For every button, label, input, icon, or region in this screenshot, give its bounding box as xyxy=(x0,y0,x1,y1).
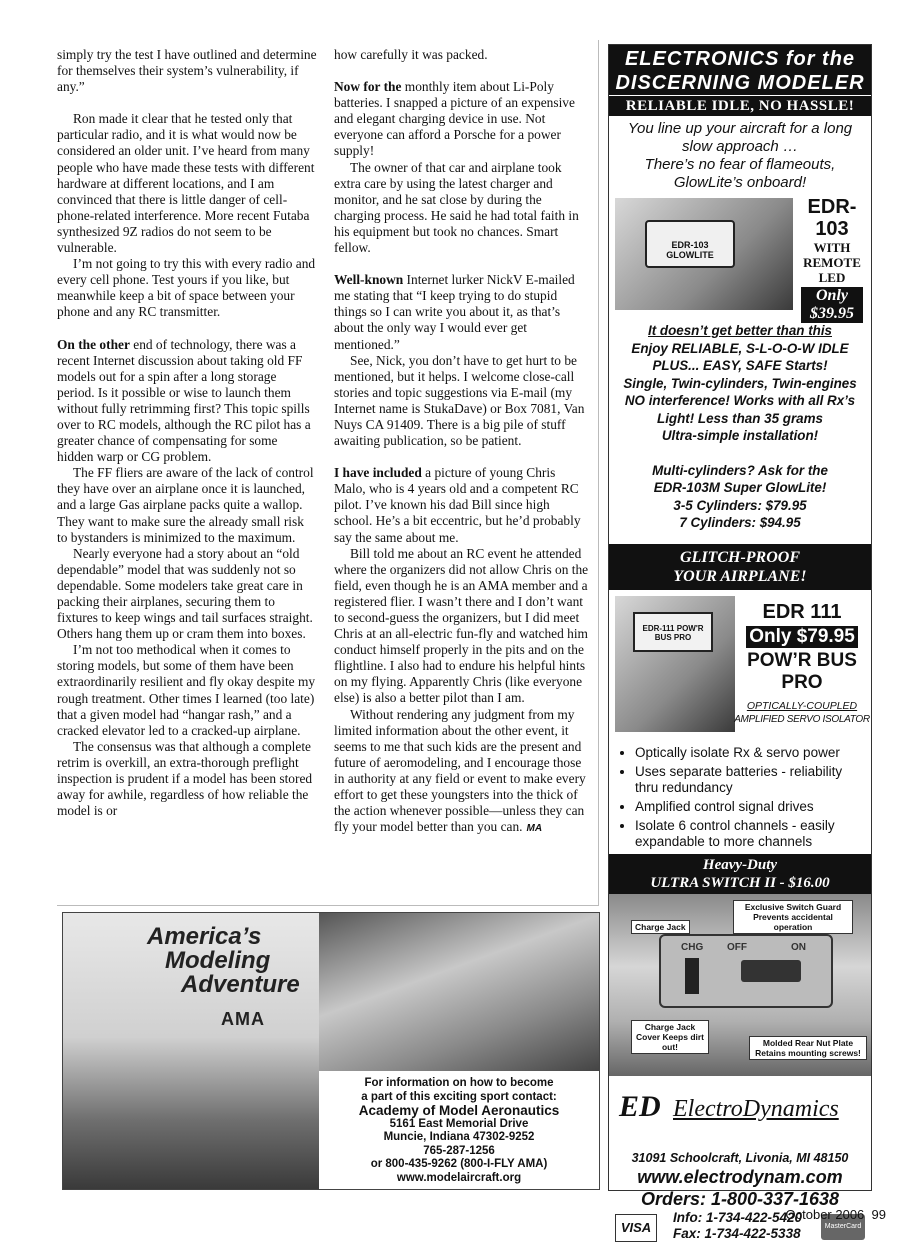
ultra-switch-photo xyxy=(609,894,871,1076)
powrbus-product xyxy=(609,590,871,742)
ama-address-line: 765-287-1256 xyxy=(423,1144,495,1157)
ama-address-line: 5161 East Memorial Drive xyxy=(389,1117,529,1130)
ama-info-line: For information on how to become xyxy=(364,1077,554,1089)
glitch-header xyxy=(609,544,871,590)
article-paragraph: The owner of that car and airplane took extra care by using the latest charger and monitor, and he sat close by during the charging process. He said he had total faith in his equipment but took no chances. Smart fellow. xyxy=(334,159,579,256)
section-lead: Now for the xyxy=(334,79,402,95)
ama-address-line: or 800-435-9262 (800-I-FLY AMA) xyxy=(370,1158,548,1170)
ama-title-line: America’s xyxy=(147,923,262,950)
glitch-line: YOUR AIRPLANE! xyxy=(673,567,807,585)
ama-address-line: Muncie, Indiana 47302-9252 xyxy=(383,1131,535,1143)
glowlite-photo xyxy=(615,198,793,310)
ama-website[interactable]: www.modelaircraft.org xyxy=(396,1171,522,1184)
fax-phone: Fax: 1-734-422-5338 xyxy=(673,1225,801,1241)
feature-line: NO interference! Works with all Rx’s xyxy=(624,393,856,408)
on-label: ON xyxy=(791,941,806,953)
intro-line: You line up your aircraft for a long xyxy=(627,120,853,137)
section-lead: On the other xyxy=(57,336,130,352)
intro-line: slow approach … xyxy=(682,138,798,155)
end-mark: MA xyxy=(526,823,543,835)
callout-jack-cover: Charge Jack Cover Keeps dirt out! xyxy=(631,1020,709,1054)
article-paragraph: See, Nick, you don’t have to get hurt to be mentioned, but it helps. I welcome close-call stories and topic suggestions via E-mail (my Internet name is StukaDave) or Box 7081, Van Nuys CA 91409. There is a big pile of stuff awaiting publication, so be patient. xyxy=(334,352,585,449)
intro-line: GlowLite’s onboard! xyxy=(673,174,807,191)
switch-line: ULTRA SWITCH II - $16.00 xyxy=(650,874,830,891)
feature-line: Enjoy RELIABLE, S-L-O-O-W IDLE xyxy=(631,340,849,356)
ama-info xyxy=(319,1071,599,1189)
article-paragraph: I’m not too methodical when it comes to storing models, but some of them have been extraordinarily resilient and fly okay despite my rough treatment. Other times I learned (too late) that a given model had “hangar rash,” and a cracked elevator led to a cracked-up airplane. xyxy=(57,642,316,738)
article-paragraph: simply try the test I have outlined and determine for themselves their system’s vulnerability, if any.” xyxy=(57,47,317,95)
visa-logo: VISA xyxy=(615,1214,657,1242)
ama-event-photo xyxy=(319,913,599,1071)
glowlite-features xyxy=(609,314,871,532)
article-column-2 xyxy=(334,47,590,837)
bus-desc-line: AMPLIFIED SERVO ISOLATOR xyxy=(734,713,870,725)
company-name: ElectroDynamics xyxy=(673,1095,839,1122)
column-divider xyxy=(598,40,599,905)
ama-title-line: Modeling xyxy=(165,947,271,974)
article-paragraph: The FF fliers are aware of the lack of control they have over an airplane once it is launched, and a large Gas airplane packs quite a wallop. They want to make sure the already small risk to bystanders is minimized to the maximum. xyxy=(57,465,314,545)
remote-line: REMOTE xyxy=(803,255,861,270)
charge-jack xyxy=(685,958,699,994)
ama-logo: AMA xyxy=(221,1009,265,1029)
article-paragraph: Bill told me about an RC event he attended where the organizers did not allow Chris on the field, even though he is an AMA member and a registered flier. I wasn’t there and I don’t want to second-guess the organizers, but I did meet Chris at an all-electric fun-fly and watched him conduct himself properly in the pits and on the flightline. I also had to endure his helpful hints on my flying. Apparently Chris (like everyone else) is also a better pilot than I am. xyxy=(334,545,589,706)
off-label: OFF xyxy=(727,941,747,953)
edr103-price xyxy=(801,287,863,323)
multi-line: EDR-103M Super GlowLite! xyxy=(653,480,827,495)
feature-line: Ultra-simple installation! xyxy=(661,428,819,443)
ad-headline-1: ELECTRONICS for the xyxy=(624,48,856,70)
switch-header xyxy=(609,854,871,894)
ama-org-name: Academy of Model Aeronautics xyxy=(358,1103,560,1118)
edr103-model: EDR-103 xyxy=(807,196,857,240)
article-paragraph: Nearly everyone had a story about an “old dependable” model that was suddenly not so dependable. Some modelers take great care in packing their airplanes, securing them to fixtures to keep wings and tail surfaces straight. Others hang them up or cram them into boxes. xyxy=(57,545,313,642)
company-address: 31091 Schoolcraft, Livonia, MI 48150 xyxy=(631,1150,849,1165)
multi-line: 3-5 Cylinders: $79.95 xyxy=(673,497,807,513)
article-paragraph: Without rendering any judgment from my limited information about the other event, it seems to me that such kids are the present and future of aeromodeling, and I encourage those in authority at any field or event to make every effort to get these youngsters into the thick of the action whenever possible—unless they can fly your model better than you can. MA xyxy=(334,706,586,835)
ad-subhead: RELIABLE IDLE, NO HASSLE! xyxy=(609,95,871,116)
intro-line: There’s no fear of flameouts, xyxy=(644,156,836,173)
ed-logo-mark: ED xyxy=(619,1089,661,1123)
ama-title-line: Adventure xyxy=(181,971,300,998)
section-lead: I have included xyxy=(334,465,422,481)
info-phone: Info: 1-734-422-5420 xyxy=(673,1209,803,1225)
ad-divider xyxy=(57,905,599,906)
callout-nut-plate: Molded Rear Nut Plate Retains mounting screws! xyxy=(749,1036,867,1060)
ad-headline-2: DISCERNING MODELER xyxy=(615,72,865,94)
bullet-item: • Optically isolate Rx & servo power xyxy=(635,745,867,761)
ama-ad xyxy=(62,912,600,1190)
ama-info-line: a part of this exciting sport contact: xyxy=(361,1090,557,1103)
multi-line: 7 Cylinders: $94.95 xyxy=(679,515,801,530)
powrbus-callout xyxy=(733,600,871,726)
switch-line: Heavy-Duty xyxy=(702,856,778,873)
bus-desc-line: OPTICALLY-COUPLED xyxy=(746,699,858,712)
chg-label: CHG xyxy=(681,941,704,953)
remote-line: LED xyxy=(818,270,846,285)
company-web[interactable]: www.electrodynam.com xyxy=(637,1166,843,1187)
info-fax xyxy=(673,1210,802,1242)
mastercard-logo: MasterCard xyxy=(821,1214,865,1240)
article-paragraph: how carefully it was packed. xyxy=(334,47,488,62)
article-paragraph: Well-known Internet lurker NickV E-mailed me stating that “I keep trying to do stupid things so I can write you about it, as that’s about the only way I would ever get mentioned.” xyxy=(334,272,575,352)
feature-line: Light! Less than 35 grams xyxy=(657,410,823,426)
article-paragraph: The consensus was that although a complete retrim is overkill, an extra-thorough preflight inspection is prudent if a model has been stored away for awhile, regardless of how reliable the model is or xyxy=(57,738,313,819)
edr111-model: EDR 111 xyxy=(762,600,842,623)
article-paragraph: Now for the monthly item about Li-Poly batteries. I snapped a picture of an expensive and elegant charging device in use. Not everyone can afford a Porsche for a power supply! xyxy=(334,79,575,159)
switch-slider xyxy=(741,960,801,982)
section-lead: Well-known xyxy=(334,272,404,288)
edr111-price: Only $79.95 xyxy=(746,626,858,648)
switch-body xyxy=(659,934,833,1008)
issue-date: October 2006 xyxy=(785,1207,865,1222)
glowlite-intro xyxy=(609,116,871,196)
powrbus-features xyxy=(609,745,871,850)
glowlite-device-label: EDR-103 GLOWLITE xyxy=(645,220,735,268)
callout-charge-jack: Charge Jack xyxy=(631,920,690,934)
remote-line: WITH xyxy=(813,240,851,255)
bus-name-line: POW’R BUS xyxy=(747,649,857,671)
article-paragraph: I have included a picture of young Chris Malo, who is 4 years old and a competent RC pilot. I’ve known his dad Bill since high school. He’s a bit eccentric, but he’d probably say the same about me. xyxy=(334,465,581,545)
glowlite-product xyxy=(609,196,871,322)
edr103-callout xyxy=(795,196,869,323)
tagline: It doesn’t get better than this xyxy=(648,323,832,338)
article-column-1 xyxy=(57,47,317,819)
multi-line: Multi-cylinders? Ask for the xyxy=(652,462,828,478)
bullet-item: • Amplified control signal drives xyxy=(635,799,867,815)
feature-line: Single, Twin-cylinders, Twin-engines xyxy=(623,375,857,391)
bus-name-line: PRO xyxy=(781,671,823,693)
bullet-item: • Isolate 6 control channels - easily expandable to more channels xyxy=(635,818,867,850)
contact-block xyxy=(609,1150,871,1210)
electrodynamics-logo xyxy=(609,1076,871,1156)
feature-line: PLUS... EASY, SAFE Starts! xyxy=(652,358,828,373)
price-only: Only xyxy=(816,287,848,304)
ad-header xyxy=(609,45,871,116)
page-footer xyxy=(786,1207,886,1222)
bullet-item: • Uses separate batteries - reliability thru redundancy xyxy=(635,764,867,796)
article-paragraph: On the other end of technology, there was a recent Internet discussion about taking old FF models out for a spin after a long storage period. Is it possible or wise to launch them without fully retrimming first? This topic spills over to RC models, although the RC pilot has a greater chance of compensating for some hidden warp or CG problem. xyxy=(57,336,311,465)
article-paragraph: Ron made it clear that he tested only that particular radio, and it is what would now be considered an older unit. I’ve heard from many people who have made these tests with different hardware at different locations, and I am convinced that there is little danger of cell-phone-related interference. More recent Futaba synthesized 9Z radios do not seem to be vulnerable. xyxy=(57,111,315,256)
callout-switch-guard: Exclusive Switch Guard Prevents accidental operation xyxy=(733,900,853,934)
powrbus-photo xyxy=(615,596,735,732)
orders-phone: Orders: 1-800-337-1638 xyxy=(640,1188,840,1209)
price-value: $39.95 xyxy=(810,305,854,322)
powrbus-device-label: EDR-111 POW'R BUS PRO xyxy=(633,612,713,652)
page-number: 99 xyxy=(871,1207,886,1222)
glitch-line: GLITCH-PROOF xyxy=(680,548,800,566)
article-paragraph: I’m not going to try this with every radio and every cell phone. Test yours if you like, but meanwhile keep a bit of space between your phone and any RC transmitter. xyxy=(57,256,316,320)
